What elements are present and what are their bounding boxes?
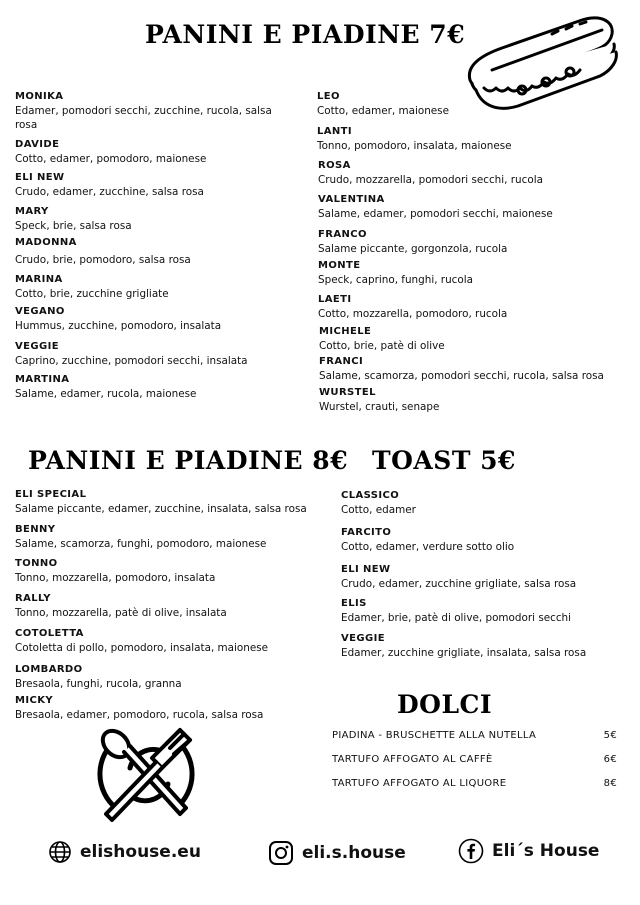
cutlery-icon — [94, 722, 198, 826]
item-name: TONNO — [15, 558, 58, 569]
item-desc: Wurstel, crauti, senape — [319, 401, 440, 413]
item-desc: Cotto, edamer — [341, 504, 416, 516]
menu-item-monte — [318, 259, 473, 287]
item-desc: Speck, caprino, funghi, rucola — [318, 274, 473, 286]
menu-item-farcito — [341, 526, 514, 554]
item-desc: Salame piccante, gorgonzola, rucola — [318, 243, 508, 255]
item-desc: Edamer, zucchine grigliate, insalata, salsa rosa — [341, 647, 587, 659]
item-name: VEGGIE — [341, 633, 385, 644]
menu-item-martina — [15, 373, 196, 401]
menu-item-leo — [317, 90, 449, 118]
item-name: ROSA — [318, 160, 351, 171]
item-name: MONTE — [318, 260, 361, 271]
section-title-panini-8: PANINI E PIADINE 8€ — [28, 446, 349, 475]
item-desc: Cotto, edamer, pomodoro, maionese — [15, 153, 207, 165]
website-link[interactable] — [48, 840, 201, 864]
section-title-panini-7: PANINI E PIADINE 7€ — [145, 20, 466, 49]
dolci-item-name: PIADINA - BRUSCHETTE ALLA NUTELLA — [332, 730, 537, 741]
sandwich-icon — [462, 10, 622, 120]
item-desc: Crudo, brie, pomodoro, salsa rosa — [15, 254, 191, 266]
item-desc: Cotoletta di pollo, pomodoro, insalata, maionese — [15, 642, 269, 654]
menu-item-elis — [341, 597, 571, 625]
menu-item-davide — [15, 138, 206, 166]
item-name: MARINA — [15, 274, 63, 285]
menu-item-rally — [15, 592, 227, 620]
menu-item-valentina — [318, 193, 553, 221]
menu-item-eli-special — [15, 488, 307, 516]
instagram-icon — [268, 840, 294, 866]
item-name: ELI NEW — [15, 172, 65, 183]
facebook-text: Eli´s House — [492, 841, 600, 861]
menu-item-tonno — [15, 557, 215, 585]
item-desc: Salame piccante, edamer, zucchine, insalata, salsa rosa — [15, 503, 307, 515]
menu-item-lombardo — [15, 663, 182, 691]
item-desc: Salame, scamorza, pomodori secchi, rucola, salsa rosa — [319, 370, 604, 382]
instagram-link[interactable] — [268, 840, 406, 866]
item-desc: Cotto, brie, zucchine grigliate — [15, 288, 169, 300]
dolci-item-name: TARTUFO AFFOGATO AL CAFFÈ — [332, 754, 493, 765]
website-text: elishouse.eu — [80, 842, 201, 862]
section-title-dolci: DOLCI — [397, 690, 493, 719]
item-desc: Crudo, mozzarella, pomodori secchi, rucola — [318, 174, 543, 186]
item-name: VEGGIE — [15, 341, 59, 352]
item-name: ELI NEW — [341, 564, 391, 575]
menu-item-franco — [318, 228, 507, 256]
item-desc: Crudo, edamer, zucchine, salsa rosa — [15, 186, 204, 198]
item-name: LEO — [317, 91, 340, 102]
item-name: WURSTEL — [319, 387, 376, 398]
item-name: FARCITO — [341, 527, 392, 538]
item-desc: Tonno, mozzarella, pomodoro, insalata — [15, 572, 216, 584]
item-name: MICKY — [15, 695, 54, 706]
item-name: LANTI — [317, 126, 353, 137]
menu-item-franci — [319, 355, 604, 383]
dolci-item-price: 6€ — [603, 754, 617, 765]
item-name: FRANCI — [319, 356, 364, 367]
menu-item-mary — [15, 205, 132, 233]
facebook-link[interactable] — [458, 838, 599, 864]
globe-icon — [48, 840, 72, 864]
dolci-item-name: TARTUFO AFFOGATO AL LIQUORE — [332, 778, 507, 789]
menu-item-toast-veggie — [341, 632, 586, 660]
instagram-text: eli.s.house — [302, 843, 406, 863]
menu-item-madonna — [15, 236, 191, 267]
item-name: ELI SPECIAL — [15, 489, 87, 500]
item-desc: Edamer, pomodori secchi, zucchine, rucola, salsa rosa — [15, 105, 272, 131]
menu-item-rosa — [318, 159, 543, 187]
item-name: LAETI — [318, 294, 352, 305]
item-desc: Edamer, brie, patè di olive, pomodori secchi — [341, 612, 572, 624]
item-desc: Cotto, edamer, maionese — [317, 105, 449, 117]
menu-item-michele — [319, 325, 445, 353]
menu-item-cotoletta — [15, 627, 268, 655]
item-name: MARY — [15, 206, 49, 217]
menu-item-wurstel — [319, 386, 439, 414]
item-desc: Salame, edamer, pomodori secchi, maionese — [318, 208, 553, 220]
menu-item-eli-new — [15, 171, 204, 199]
item-name: FRANCO — [318, 229, 367, 240]
item-name: VEGANO — [15, 306, 65, 317]
item-desc: Tonno, mozzarella, patè di olive, insalata — [15, 607, 227, 619]
item-desc: Speck, brie, salsa rosa — [15, 220, 132, 232]
item-desc: Caprino, zucchine, pomodori secchi, insalata — [15, 355, 248, 367]
item-desc: Salame, edamer, rucola, maionese — [15, 388, 197, 400]
menu-item-laeti — [318, 293, 507, 321]
item-desc: Crudo, edamer, zucchine grigliate, salsa rosa — [341, 578, 577, 590]
item-name: MARTINA — [15, 374, 70, 385]
item-name: VALENTINA — [318, 194, 385, 205]
item-desc: Cotto, brie, patè di olive — [319, 340, 445, 352]
dolci-item-price: 5€ — [603, 730, 617, 741]
dolci-item-price: 8€ — [603, 778, 617, 789]
menu-item-monika — [15, 90, 305, 132]
item-desc: Tonno, pomodoro, insalata, maionese — [317, 140, 512, 152]
item-name: ELIS — [341, 598, 367, 609]
menu-item-toast-eli-new — [341, 563, 576, 591]
menu-item-vegano — [15, 305, 221, 333]
dolci-item — [332, 778, 617, 789]
menu-item-micky — [15, 694, 263, 722]
item-name: COTOLETTA — [15, 628, 84, 639]
item-name: MICHELE — [319, 326, 372, 337]
facebook-icon — [458, 838, 484, 864]
item-desc: Bresaola, edamer, pomodoro, rucola, salsa rosa — [15, 709, 264, 721]
item-desc: Cotto, mozzarella, pomodoro, rucola — [318, 308, 508, 320]
section-title-toast: TOAST 5€ — [372, 446, 516, 475]
item-name: RALLY — [15, 593, 51, 604]
item-name: LOMBARDO — [15, 664, 83, 675]
dolci-item — [332, 754, 617, 765]
item-name: MADONNA — [15, 237, 77, 248]
menu-item-lanti — [317, 125, 512, 153]
item-name: MONIKA — [15, 91, 64, 102]
item-desc: Bresaola, funghi, rucola, granna — [15, 678, 182, 690]
item-desc: Cotto, edamer, verdure sotto olio — [341, 541, 515, 553]
item-name: BENNY — [15, 524, 56, 535]
item-name: CLASSICO — [341, 490, 400, 501]
menu-item-marina — [15, 273, 169, 301]
menu-item-veggie — [15, 340, 248, 368]
menu-item-benny — [15, 523, 266, 551]
dolci-item — [332, 730, 617, 741]
item-desc: Salame, scamorza, funghi, pomodoro, maionese — [15, 538, 267, 550]
item-name: DAVIDE — [15, 139, 60, 150]
item-desc: Hummus, zucchine, pomodoro, insalata — [15, 320, 222, 332]
menu-item-classico — [341, 489, 416, 517]
